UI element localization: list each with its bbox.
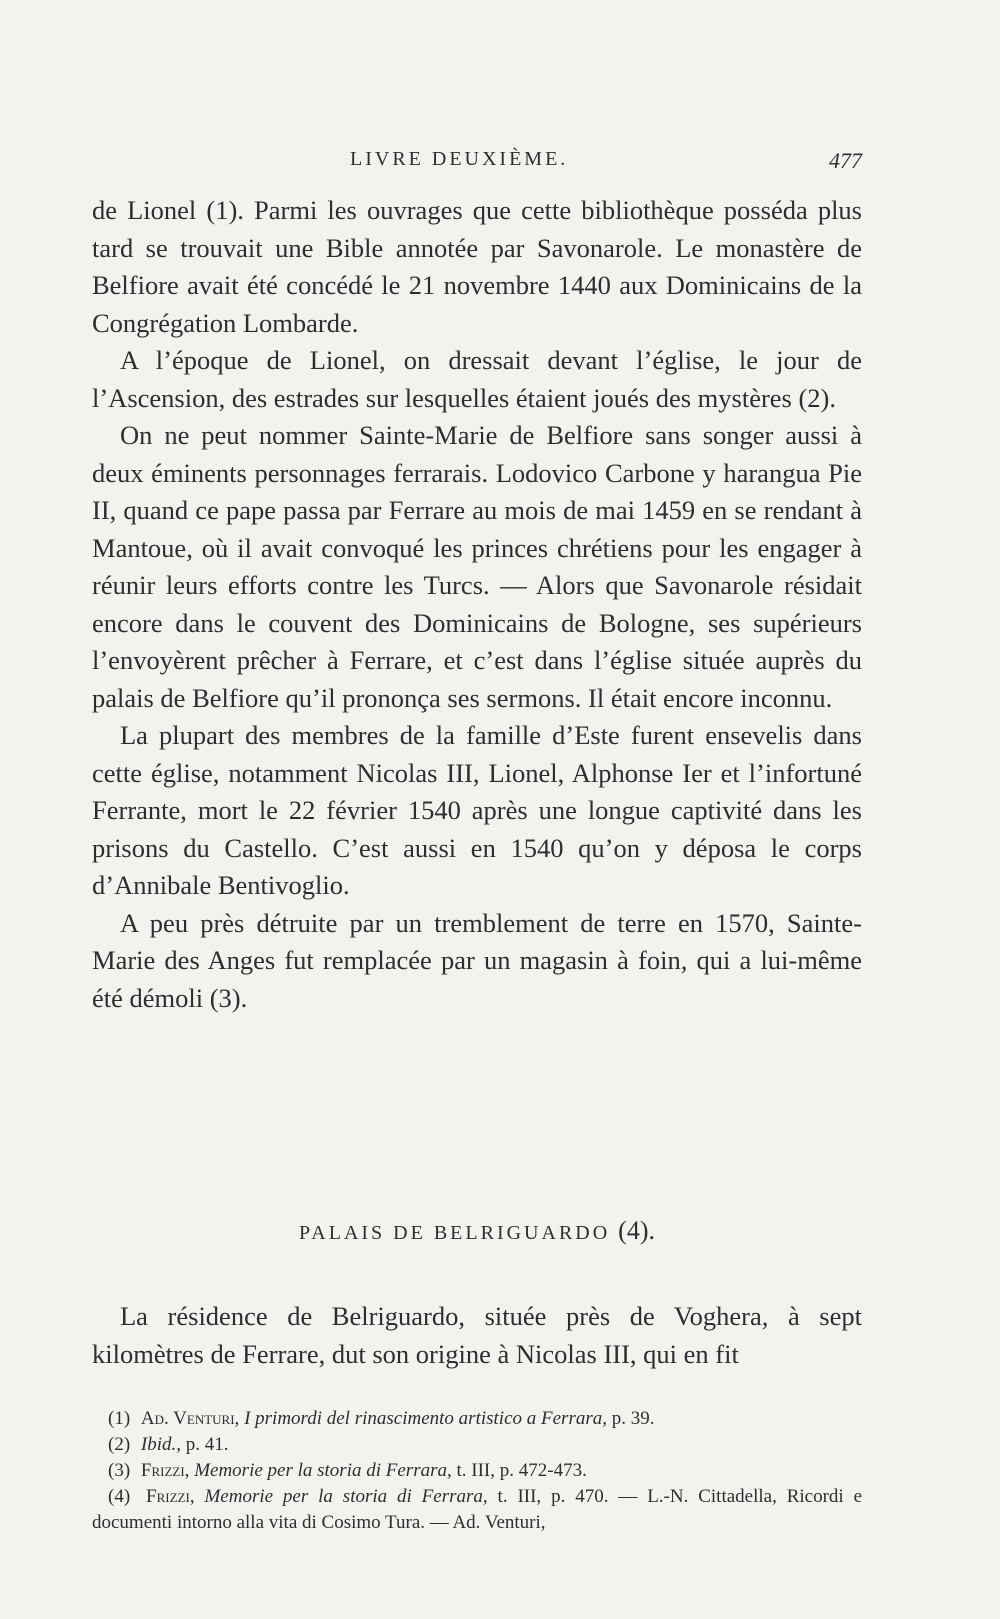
footnote-author: Frizzi, [140, 1460, 190, 1481]
paragraph: A peu près détruite par un tremblement de terre en 1570, Sainte-Marie des Anges fut remplacée par un magasin à foin, qui a lui-même été démoli (3). [92, 907, 862, 1013]
footnote-title: Memorie per la storia di Ferrara, [194, 1460, 452, 1481]
body-text [92, 192, 862, 1017]
footnote [92, 1406, 862, 1432]
footnote [92, 1484, 862, 1536]
section-heading-footnote-ref: (4). [618, 1216, 655, 1245]
footnote-number: (2) [108, 1434, 131, 1455]
footnote-number: (1) [108, 1408, 131, 1429]
page-number: 477 [829, 148, 862, 173]
section-text [92, 1298, 862, 1373]
footnote [92, 1432, 862, 1458]
footnote-number: (3) [108, 1460, 131, 1481]
paragraph: La plupart des membres de la famille d’Este furent ensevelis dans cette église, notamment Nicolas III, Lionel, Alphonse Ier et l’infortuné Ferrante, mort le 22 février 1540 après une longue captivité dans les prisons du Castello. C’est aussi en 1540 qu’on y déposa le corps d’Annibale Bentivoglio. [92, 720, 862, 900]
footnote-reference: t. III, p. 472-473. [456, 1460, 587, 1481]
running-title: LIVRE DEUXIÈME. [350, 148, 569, 170]
running-head [92, 148, 862, 178]
paragraph: On ne peut nommer Sainte-Marie de Belfiore sans songer aussi à deux éminents personnages ferrarais. Lodovico Carbone y harangua Pie II, quand ce pape passa par Ferrare au mois de mai 1459 en se rendant à Mantoue, où il avait convoqué les princes chrétiens pour les engager à réunir leurs efforts contre les Turcs. — Alors que Savonarole résidait encore dans le couvent des Dominicains de Bologne, ses supérieurs l’envoyèrent prêcher à Ferrare, et c’est dans l’église située auprès du palais de Belfiore qu’il prononça ses sermons. Il était encore inconnu. [92, 420, 862, 713]
footnotes [92, 1406, 862, 1536]
footnote [92, 1458, 862, 1484]
paragraph: La résidence de Belriguardo, située près de Voghera, à sept kilomètres de Ferrare, dut son origine à Nicolas III, qui en fit [92, 1301, 862, 1369]
paragraph: A l’époque de Lionel, on dressait devant l’église, le jour de l’Ascension, des estrades sur lesquelles étaient joués des mystères (2). [92, 345, 862, 413]
footnote-reference: p. 41. [185, 1434, 229, 1455]
section-heading [92, 1216, 862, 1246]
footnote-title: I primordi del rinascimento artistico a Ferrara, [244, 1408, 607, 1429]
section-heading-title: PALAIS DE BELRIGUARDO [299, 1222, 611, 1244]
footnote-number: (4) [108, 1486, 131, 1507]
footnote-reference: t. III, p. 470. — L.-N. Cittadella, Ricordi e documenti intorno alla vita di Cosimo Tura. — Ad. Venturi, [92, 1486, 863, 1533]
footnote-title: Memorie per la storia di Ferrara, [204, 1486, 488, 1507]
footnote-author: Ad. Venturi, [140, 1408, 240, 1429]
footnote-reference: p. 39. [611, 1408, 655, 1429]
paragraph: de Lionel (1). Parmi les ouvrages que cette bibliothèque posséda plus tard se trouvait une Bible annotée par Savonarole. Le monastère de Belfiore avait été concédé le 21 novembre 1440 aux Dominicains de la Congrégation Lombarde. [92, 195, 862, 338]
footnote-title: Ibid., [140, 1434, 182, 1455]
footnote-author: Frizzi, [146, 1486, 195, 1507]
